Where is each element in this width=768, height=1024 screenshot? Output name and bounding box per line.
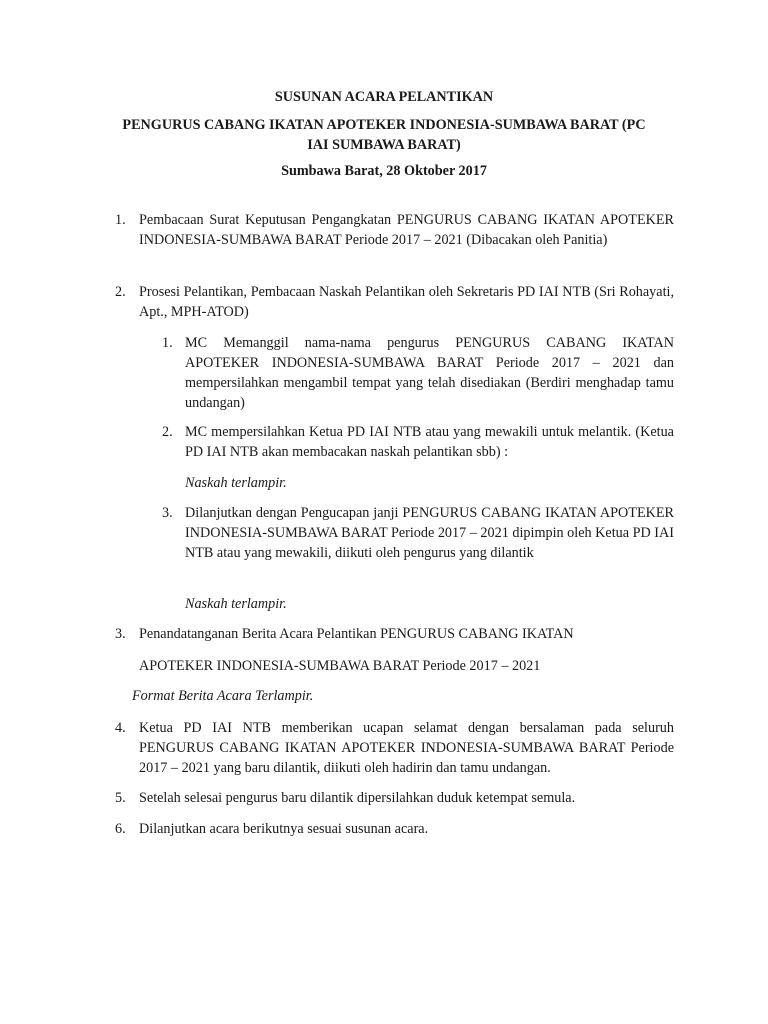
- date-line: Sumbawa Barat, 28 Oktober 2017: [281, 163, 487, 179]
- list-item-text: Pembacaan Surat Keputusan Pengangkatan PENGURUS CABANG IKATAN APOTEKER INDONESIA-SUMBAWA BARAT Periode 2017 – 2021 (Dibacakan oleh Panitia): [139, 212, 674, 248]
- list-item-number: 3.: [115, 626, 126, 642]
- attachment-note: Naskah terlampir.: [185, 596, 287, 612]
- attachment-note: Format Berita Acara Terlampir.: [132, 688, 314, 704]
- list-item-number: 4.: [115, 720, 126, 736]
- document-subtitle: [90, 115, 678, 155]
- list-item-text: Penandatanganan Berita Acara Pelantikan PENGURUS CABANG IKATAN: [139, 626, 574, 642]
- document-title: SUSUNAN ACARA PELANTIKAN: [274, 89, 494, 105]
- sub-list-item-number: 1.: [162, 335, 173, 351]
- sub-list-item-text: MC Memanggil nama-nama pengurus PENGURUS CABANG IKATAN APOTEKER INDONESIA-SUMBAWA BARAT Periode 2017 – 2021 dan mempersilahkan mengambil tempat yang telah disediakan (Berdiri menghadap tamu undangan): [185, 335, 674, 411]
- attachment-note: Naskah terlampir.: [185, 475, 287, 491]
- list-item: [115, 788, 674, 808]
- sub-list-item: [162, 333, 674, 413]
- list-item-text: Prosesi Pelantikan, Pembacaan Naskah Pelantikan oleh Sekretaris PD IAI NTB (Sri Rohayati, Apt., MPH-ATOD): [139, 284, 674, 320]
- list-item-text: Setelah selesai pengurus baru dilantik dipersilahkan duduk ketempat semula.: [139, 790, 576, 806]
- list-item-number: 1.: [115, 212, 126, 228]
- list-item-number: 5.: [115, 790, 126, 806]
- subtitle-line-1: PENGURUS CABANG IKATAN APOTEKER INDONESIA-SUMBAWA BARAT (PC: [122, 117, 646, 133]
- list-item-number: 2.: [115, 284, 126, 300]
- list-item: [115, 624, 674, 644]
- sub-list-item-text: Dilanjutkan dengan Pengucapan janji PENGURUS CABANG IKATAN APOTEKER INDONESIA-SUMBAWA BARAT Periode 2017 – 2021 dipimpin oleh Ketua PD IAI NTB atau yang mewakili, diikuti oleh pengurus yang dilantik: [185, 505, 674, 561]
- sub-list-item-text: MC mempersilahkan Ketua PD IAI NTB atau yang mewakili untuk melantik. (Ketua PD IAI NTB akan membacakan naskah pelantikan sbb) :: [185, 424, 674, 460]
- list-item: [115, 718, 674, 778]
- sub-list-item: [162, 503, 674, 563]
- sub-list-item-number: 2.: [162, 424, 173, 440]
- list-item-text: Ketua PD IAI NTB memberikan ucapan selamat dengan bersalaman pada seluruh PENGURUS CABANG IKATAN APOTEKER INDONESIA-SUMBAWA BARAT Periode 2017 – 2021 yang baru dilantik, diikuti oleh hadirin dan tamu undangan.: [139, 720, 674, 776]
- list-item: [115, 819, 674, 839]
- list-item-text: Dilanjutkan acara berikutnya sesuai susunan acara.: [139, 821, 429, 837]
- sub-list-item: [162, 422, 674, 462]
- list-item-continuation: APOTEKER INDONESIA-SUMBAWA BARAT Periode 2017 – 2021: [139, 658, 541, 674]
- list-item-number: 6.: [115, 821, 126, 837]
- subtitle-line-2: IAI SUMBAWA BARAT): [307, 137, 461, 153]
- sub-list-item-number: 3.: [162, 505, 173, 521]
- list-item: [115, 210, 674, 250]
- list-item: [115, 282, 674, 322]
